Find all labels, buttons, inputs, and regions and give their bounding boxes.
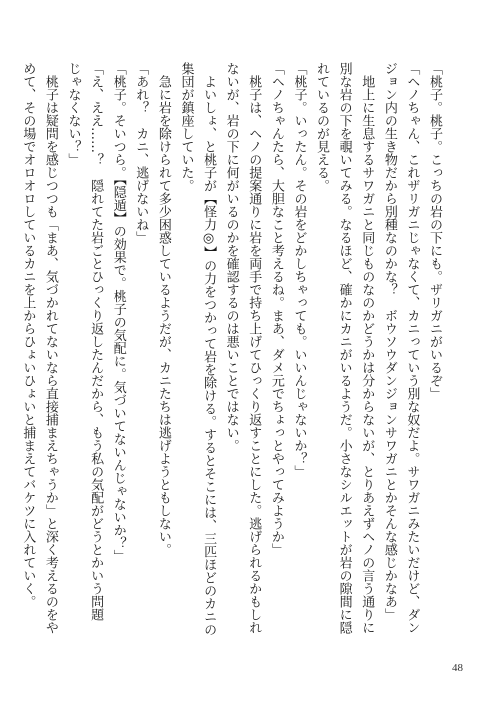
text-line: 「え、ええ……？ 隠れてた岩ごとひっくり返したんだから、もう私の気配がどうとかいう問題 bbox=[88, 62, 104, 621]
vertical-text-block bbox=[20, 62, 445, 636]
text-line: めて、その場でオロオロしているカニを上からひょいひょいと捕まえてバケツに入れていく。 bbox=[20, 62, 36, 608]
text-line: 「桃子。桃子。こっちの岩の下にも。ザリガニがいるぞ」 bbox=[427, 62, 442, 400]
text-line: よいしょ、と桃子が【怪力◎】の力をつかって岩を除ける。するとそこには、三匹ほどのカニの bbox=[201, 75, 217, 636]
text-line: れているのが見える。 bbox=[314, 62, 330, 192]
text-line: 「桃子。そいつら。【隠遁】の効果で。桃子の気配に。気づいてないんじゃないか？」 bbox=[110, 62, 126, 563]
text-line: 桃子は疑問を感じつつも「まあ、気づかれてないなら直接捕まえちゃうか」と深く考えるのをや bbox=[42, 75, 58, 634]
text-line: 「あれ？ カニ、逃げないね」 bbox=[133, 62, 149, 244]
text-line: 地上に生息するサワガニと同じものなのかどうかは分からないが、とりあえずヘノの言う通りに bbox=[359, 75, 375, 634]
page-number: 48 bbox=[452, 662, 463, 674]
text-line: 急に岩を除けられて多少困惑しているようだが、カニたちは逃げようともしない。 bbox=[155, 75, 171, 556]
text-line: 「桃子。いったん。その岩をどかしちゃっても。いいんじゃないか？」 bbox=[291, 62, 307, 478]
text-line: ジョン内の生き物だから別種なのかな？ ボウソウダンジョンサワガニとかそんな感じかなあ」 bbox=[381, 62, 397, 621]
text-line: 別な岩の下を覗いてみる。なるほど、確かにカニがいるようだ。小さなシルエットが岩の隙間に隠 bbox=[336, 62, 352, 634]
text-line: 桃子は、ヘノの提案通りに岩を両手で持ち上げてひっくり返すことにした。逃げられるかもしれ bbox=[246, 75, 262, 634]
text-line: じゃなくない？」 bbox=[65, 62, 81, 166]
text-line: 「ヘノちゃんたら、大胆なこと考えるね。まあ、ダメ元でちょっとやってみようか」 bbox=[268, 62, 284, 556]
text-line: ないが、岩の下に何がいるのかを確認するのは悪いことではない。 bbox=[223, 62, 239, 452]
text-line: 集団が鎮座していた。 bbox=[178, 62, 194, 192]
text-line: 「ヘノちゃん、これザリガニじゃなくて、カニっていう別な奴だよ。サワガニみたいだけど、ダン bbox=[404, 62, 420, 634]
